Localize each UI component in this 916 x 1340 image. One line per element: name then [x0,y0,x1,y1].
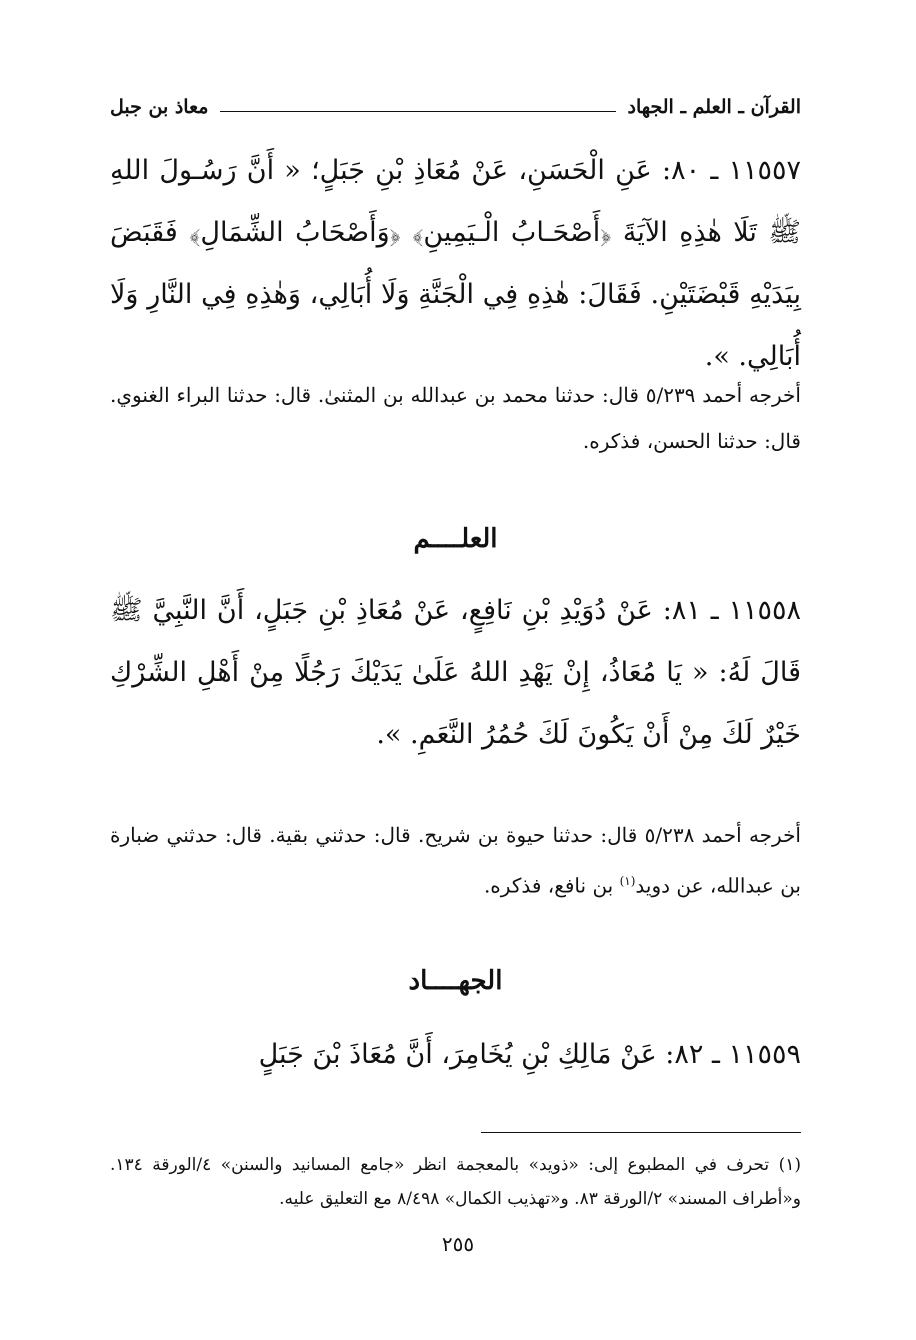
page-number: ٢٥٥ [441,1232,475,1256]
hadith-11558 [110,580,801,766]
hadith-11558-opening: ١١٥٥٨ ـ ٨١: عَنْ دُوَيْدِ بْنِ نَافِعٍ، عَنْ مُعَاذِ بْنِ جَبَلٍ، أَنَّ النَّبِيَّ ﷺ قَالَ لَهُ: [110,595,801,688]
footnote-1: (١) تحرف في المطبوع إلى: «ذويد» بالمعجمة انظر «جامع المسانيد والسنن» ٤/الورقة ١٣٤. و«أطراف المسند» ٢/الورقة ٨٣. و«تهذيب الكمال» ٨/٤٩٨ مع التعليق عليه. [110,1155,801,1209]
takhrij-11558-text-end: بن نافع، فذكره. [483,873,620,898]
hadith-11557-matn: « أَنَّ رَسُـولَ اللهِ ﷺ تَلَا هٰذِهِ الآيَةَ ﴿أَصْحَـابُ الْـيَمِينِ﴾ ﴿وَأَصْحَابُ الشِّمَالِ﴾ فَقَبَضَ بِيَدَيْهِ قَبْضَتَيْنِ. فَقَالَ: هٰذِهِ فِي الْجَنَّةِ وَلَا أُبَالِي، وَهٰذِهِ فِي النَّارِ وَلَا أُبَالِي. ». [110,155,801,372]
hadith-11559-opening: ١١٥٥٩ ـ ٨٢: عَنْ مَالِكِ بْنِ يُخَامِرَ، أَنَّ مُعَاذَ بْنَ جَبَلٍ [258,1039,801,1070]
hadith-11558-matn: « يَا مُعَاذُ، إِنْ يَهْدِ اللهُ عَلَىٰ يَدَيْكَ رَجُلًا مِنْ أَهْلِ الشِّرْكِ خَيْرٌ لَكَ مِنْ أَنْ يَكُونَ لَكَ حُمُرُ النَّعَمِ. ». [110,657,801,750]
hadith-11559 [110,1024,801,1086]
header-section-path: القرآن ـ العلم ـ الجهاد [627,96,801,118]
footnote-separator [481,1132,801,1133]
hadith-11557 [110,140,801,388]
takhrij-11558 [110,812,801,909]
running-header [110,90,801,124]
takhrij-11558-text: أخرجه أحمد ٥/٢٣٨ قال: حدثنا حيوة بن شريح. قال: حدثني بقية. قال: حدثني ضبارة بن عبدالله، عن دويد [110,823,801,898]
section-title-jihad: الجهــــاد [408,966,503,996]
takhrij-11557: أخرجه أحمد ٥/٢٣٩ قال: حدثنا محمد بن عبدالله بن المثنىٰ. قال: حدثنا البراء الغنوي. قال: حدثنا الحسن، فذكره. [110,383,801,453]
header-rule [220,111,615,112]
section-title-ilm: العلــــم [413,524,498,554]
header-companion-name: معاذ بن جبل [110,96,209,118]
footnote-marker[interactable]: (١) [619,874,636,888]
hadith-11557-opening: ١١٥٥٧ ـ ٨٠: عَنِ الْحَسَنِ، عَنْ مُعَاذِ بْنِ جَبَلٍ؛ [311,155,801,186]
